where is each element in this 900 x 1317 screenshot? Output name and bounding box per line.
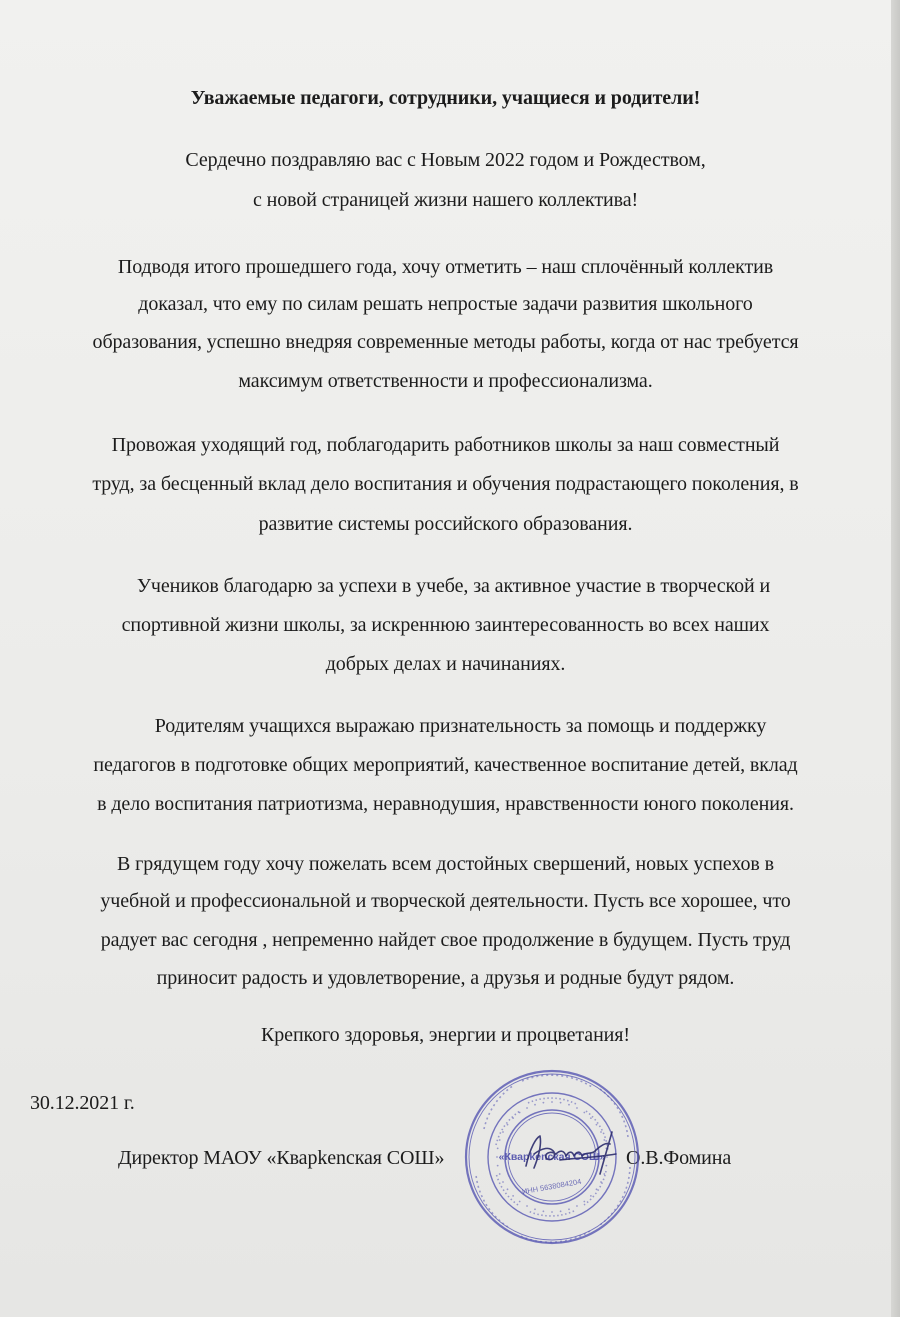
paragraph-6-line-4: приносит радость и удовлетворение, а друзья и родные будут рядом. xyxy=(156,967,735,989)
signatory-title: Директор МАОУ «Кварkenская СОШ» xyxy=(118,1147,445,1169)
paragraph-3-line-2: труд, за бесценный вклад дело воспитания и обучения подрастающего поколения, в xyxy=(92,473,799,495)
paragraph-2-line-1: Подводя итого прошедшего года, хочу отметить – наш сплочённый коллектив xyxy=(117,256,774,278)
handwritten-signature xyxy=(520,1128,630,1178)
paragraph-2-line-3: образования, успешно внедряя современные методы работы, когда от нас требуется xyxy=(92,331,799,353)
paragraph-5-line-1: Родителям учащихся выражаю признательность за помощь и поддержку xyxy=(154,715,767,737)
paragraph-4-line-1: Учеников благодарю за успехи в учебе, за активное участие в творческой и xyxy=(136,575,771,597)
paragraph-5-line-2: педагогов в подготовке общих мероприятий, качественное воспитание детей, вклад xyxy=(93,754,798,776)
paragraph-1-line-2: с новой страницей жизни нашего коллектива! xyxy=(252,189,639,211)
paragraph-5-line-3: в дело воспитания патриотизма, неравнодушия, нравственности юного поколения. xyxy=(97,793,794,815)
paper-edge-shadow xyxy=(891,0,900,1317)
paragraph-3-line-3: развитие системы российского образования. xyxy=(258,513,633,535)
letter-heading: Уважаемые педагоги, сотрудники, учащиеся и родители! xyxy=(190,87,701,109)
signatory-name: О.В.Фомина xyxy=(626,1147,732,1169)
paragraph-6-line-2: учебной и профессиональной и творческой деятельности. Пусть все хорошее, что xyxy=(100,890,791,912)
stamp-center-text: «Кварkenская СОШ» xyxy=(498,1151,606,1163)
paragraph-2-line-4: максимум ответственности и профессионализма. xyxy=(238,370,653,392)
stamp-inn-text: ИНН 5638084204 xyxy=(521,1176,582,1197)
paragraph-3-line-1: Провожая уходящий год, поблагодарить работников школы за наш совместный xyxy=(111,434,780,456)
closing-wish: Крепкого здоровья, энергии и процветания! xyxy=(261,1024,630,1046)
paragraph-2-line-2: доказал, что ему по силам решать непростые задачи развития школьного xyxy=(138,293,753,315)
paragraph-6-line-3: радует вас сегодня , непременно найдет свое продолжение в будущем. Пусть труд xyxy=(100,929,791,951)
paragraph-1-line-1: Сердечно поздравляю вас с Новым 2022 годом и Рождеством, xyxy=(185,149,706,171)
letter-date: 30.12.2021 г. xyxy=(30,1092,135,1114)
paragraph-4-line-2: спортивной жизни школы, за искреннюю заинтересованность во всех наших xyxy=(121,614,770,636)
paragraph-6-line-1: В грядущем году хочу пожелать всем достойных свершений, новых успехов в xyxy=(117,853,774,875)
paragraph-4-line-3: добрых делах и начинаниях. xyxy=(325,653,566,675)
